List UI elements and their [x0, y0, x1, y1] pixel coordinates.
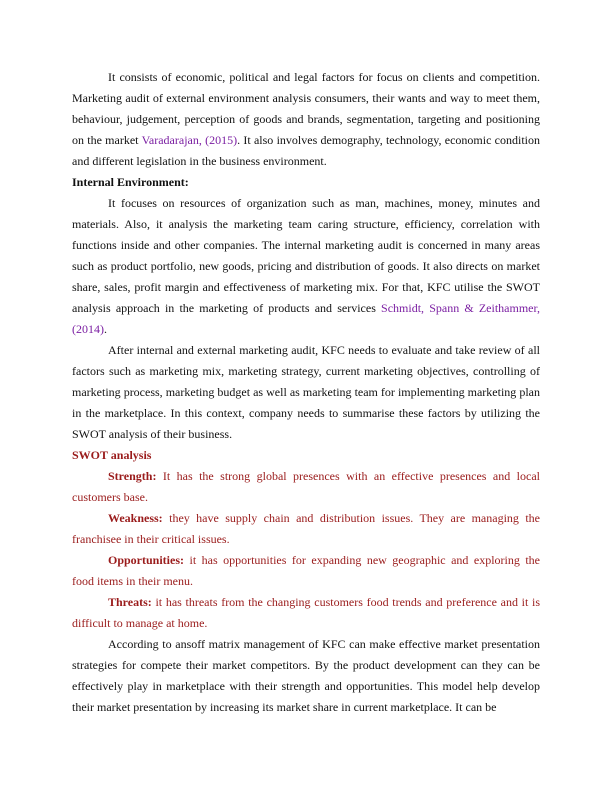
swot-strength-text: It has the strong global presences with an effective presences and local customers base.: [72, 469, 540, 504]
paragraph-text: It consists of economic, political and legal factors for focus on clients and competition. Marketing audit of external environment analysis consumers, their wants and way to meet them, behaviour, judgement, perception of goods and brands, segmentation, targeting and positioning on the market: [72, 70, 540, 147]
document-body: [72, 67, 540, 718]
swot-opportunities-text: it has opportunities for expanding new geographic and exploring the food items in their menu.: [72, 553, 540, 588]
paragraph-text: It focuses on resources of organization such as man, machines, money, minutes and materials. Also, it analysis the marketing team caring structure, efficiency, correlation with functions inside and other companies. The internal marketing audit is concerned in many areas such as product portfolio, new goods, pricing and distribution of goods. It also directs on market share, sales, profit margin and effectiveness of marketing mix. For that, KFC utilise the SWOT analysis approach in the marketing of products and services: [72, 196, 540, 315]
swot-weakness-text: they have supply chain and distribution issues. They are managing the franchisee in their critical issues.: [72, 511, 540, 546]
swot-threats-text: it has threats from the changing customers food trends and preference and it is difficult to manage at home.: [72, 595, 540, 630]
paragraph-text: .: [104, 322, 107, 336]
swot-opportunities: [72, 550, 540, 592]
paragraph-text: . It also involves demography, technology, economic condition and different legislation in the business environment.: [72, 133, 541, 168]
swot-opportunities-label: Opportunities:: [108, 553, 185, 567]
heading-swot-analysis: SWOT analysis: [72, 448, 152, 462]
paragraph-external-environment: [72, 67, 540, 172]
citation-varadarajan: Varadarajan, (2015): [141, 133, 238, 147]
swot-threats: [72, 592, 540, 634]
citation-schmidt: Schmidt, Spann & Zeithammer, (2014): [72, 301, 541, 336]
swot-threats-label: Threats:: [108, 595, 152, 609]
paragraph-ansoff-matrix: According to ansoff matrix management of KFC can make effective market presentation strategies for compete their market competitors. By the product development can they can be effectively play in marketplace with their strength and opportunities. This model help develop their market presentation by increasing its market share in current marketplace. It can be: [72, 637, 540, 714]
swot-weakness: [72, 508, 540, 550]
swot-strength-label: Strength:: [108, 469, 157, 483]
swot-weakness-label: Weakness:: [108, 511, 163, 525]
paragraph-internal-environment: [72, 193, 540, 340]
heading-internal-environment: Internal Environment:: [72, 175, 189, 189]
paragraph-marketing-audit-review: After internal and external marketing audit, KFC needs to evaluate and take review of all factors such as marketing mix, marketing strategy, current marketing objectives, controlling of marketing process, marketing budget as well as marketing team for implementing marketing plan in the marketplace. In this context, company needs to summarise these factors by utilizing the SWOT analysis of their business.: [72, 343, 540, 441]
swot-strength: [72, 466, 540, 508]
